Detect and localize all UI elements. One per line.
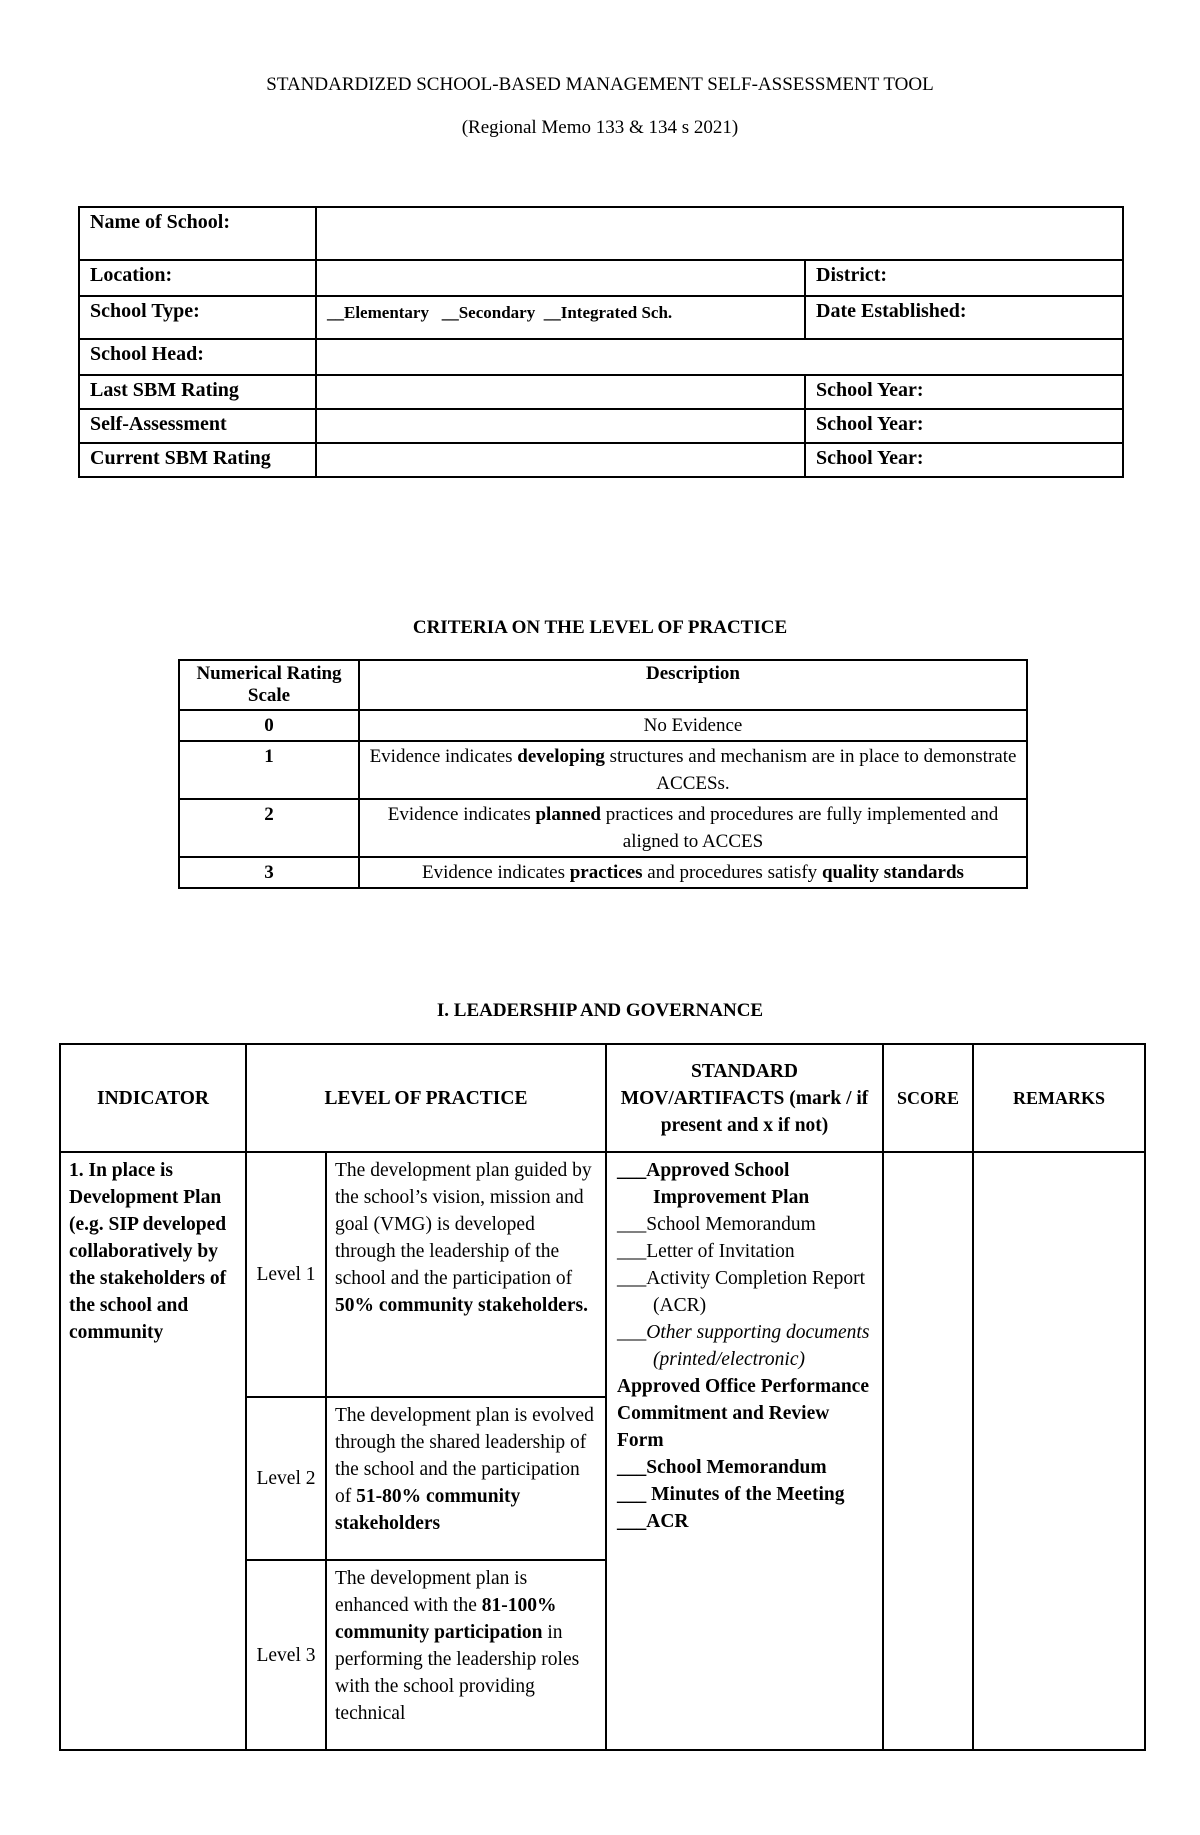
score-header: SCORE bbox=[883, 1044, 973, 1152]
criteria-description: Evidence indicates developing structures and mechanism are in place to demonstrate ACCESs. bbox=[359, 741, 1027, 799]
criteria-description: No Evidence bbox=[359, 710, 1027, 741]
criteria-row bbox=[179, 799, 1027, 857]
last-sbm-rating-label: Last SBM Rating bbox=[79, 375, 316, 409]
current-sbm-rating-field[interactable] bbox=[316, 443, 805, 477]
self-assessment-field[interactable] bbox=[316, 409, 805, 443]
criteria-num: 3 bbox=[179, 857, 359, 888]
level-label: Level 1 bbox=[246, 1152, 326, 1397]
level-description: The development plan is enhanced with the 81-100% community participation in performing the leadership roles with the school providing technical bbox=[326, 1560, 606, 1750]
district-label: District: bbox=[805, 260, 1123, 296]
rating-scale-header: Numerical Rating Scale bbox=[179, 660, 359, 710]
document-subtitle: (Regional Memo 133 & 134 s 2021) bbox=[461, 117, 739, 138]
criteria-heading: CRITERIA ON THE LEVEL OF PRACTICE bbox=[412, 617, 788, 638]
level-label: Level 3 bbox=[246, 1560, 326, 1750]
mov-item[interactable]: ___ACR bbox=[617, 1511, 689, 1532]
level-description: The development plan guided by the school’s vision, mission and goal (VMG) is developed through the leadership of the school and the participation of 50% community stakeholders. bbox=[326, 1152, 606, 1397]
location-label: Location: bbox=[79, 260, 316, 296]
mov-item[interactable]: ___Activity Completion Report (ACR) bbox=[617, 1268, 866, 1316]
leadership-heading: I. LEADERSHIP AND GOVERNANCE bbox=[436, 1000, 764, 1021]
level-of-practice-header: LEVEL OF PRACTICE bbox=[246, 1044, 606, 1152]
mov-item[interactable]: ___Other supporting documents (printed/electronic) bbox=[617, 1322, 870, 1370]
criteria-row bbox=[179, 741, 1027, 799]
school-type-options[interactable]: __Elementary __Secondary __Integrated Sch. bbox=[316, 296, 805, 339]
self-assessment-label: Self-Assessment bbox=[79, 409, 316, 443]
mov-header: STANDARD MOV/ARTIFACTS (mark / if present and x if not) bbox=[606, 1044, 883, 1152]
criteria-description: Evidence indicates practices and procedures satisfy quality standards bbox=[359, 857, 1027, 888]
mov-item[interactable]: ___School Memorandum bbox=[617, 1457, 827, 1478]
criteria-num: 2 bbox=[179, 799, 359, 857]
criteria-table bbox=[178, 659, 1028, 889]
current-sbm-rating-label: Current SBM Rating bbox=[79, 443, 316, 477]
mov-subheading: Approved Office Performance Commitment and Review Form bbox=[617, 1376, 869, 1451]
document-title: STANDARDIZED SCHOOL-BASED MANAGEMENT SELF-ASSESSMENT TOOL bbox=[266, 74, 934, 95]
school-year-label-1: School Year: bbox=[805, 375, 1123, 409]
date-established-label: Date Established: bbox=[805, 296, 1123, 339]
criteria-row bbox=[179, 857, 1027, 888]
school-year-label-2: School Year: bbox=[805, 409, 1123, 443]
indicator-header: INDICATOR bbox=[60, 1044, 246, 1152]
description-header: Description bbox=[359, 660, 1027, 710]
criteria-row bbox=[179, 710, 1027, 741]
school-head-field[interactable] bbox=[316, 339, 1123, 375]
name-of-school-label: Name of School: bbox=[79, 207, 316, 260]
school-head-label: School Head: bbox=[79, 339, 316, 375]
school-info-table bbox=[78, 206, 1124, 478]
mov-item[interactable]: ___ Minutes of the Meeting bbox=[617, 1484, 845, 1505]
leadership-table bbox=[59, 1043, 1146, 1751]
school-year-label-3: School Year: bbox=[805, 443, 1123, 477]
criteria-description: Evidence indicates planned practices and procedures are fully implemented and aligned to ACCES bbox=[359, 799, 1027, 857]
location-field[interactable] bbox=[316, 260, 805, 296]
mov-item[interactable]: ___Letter of Invitation bbox=[617, 1241, 795, 1262]
name-of-school-field[interactable] bbox=[316, 207, 1123, 260]
school-type-label: School Type: bbox=[79, 296, 316, 339]
remarks-header: REMARKS bbox=[973, 1044, 1145, 1152]
mov-item[interactable]: ___School Memorandum bbox=[617, 1214, 816, 1235]
score-cell[interactable] bbox=[883, 1152, 973, 1750]
indicator-text: 1. In place is Development Plan (e.g. SIP developed collaboratively by the stakeholders of the school and community bbox=[60, 1152, 246, 1750]
remarks-cell[interactable] bbox=[973, 1152, 1145, 1750]
level-label: Level 2 bbox=[246, 1397, 326, 1560]
criteria-num: 1 bbox=[179, 741, 359, 799]
mov-item[interactable]: ___Approved School Improvement Plan bbox=[617, 1160, 810, 1208]
last-sbm-rating-field[interactable] bbox=[316, 375, 805, 409]
level-description: The development plan is evolved through the shared leadership of the school and the participation of 51-80% community stakeholders bbox=[326, 1397, 606, 1560]
mov-list bbox=[606, 1152, 883, 1750]
criteria-num: 0 bbox=[179, 710, 359, 741]
